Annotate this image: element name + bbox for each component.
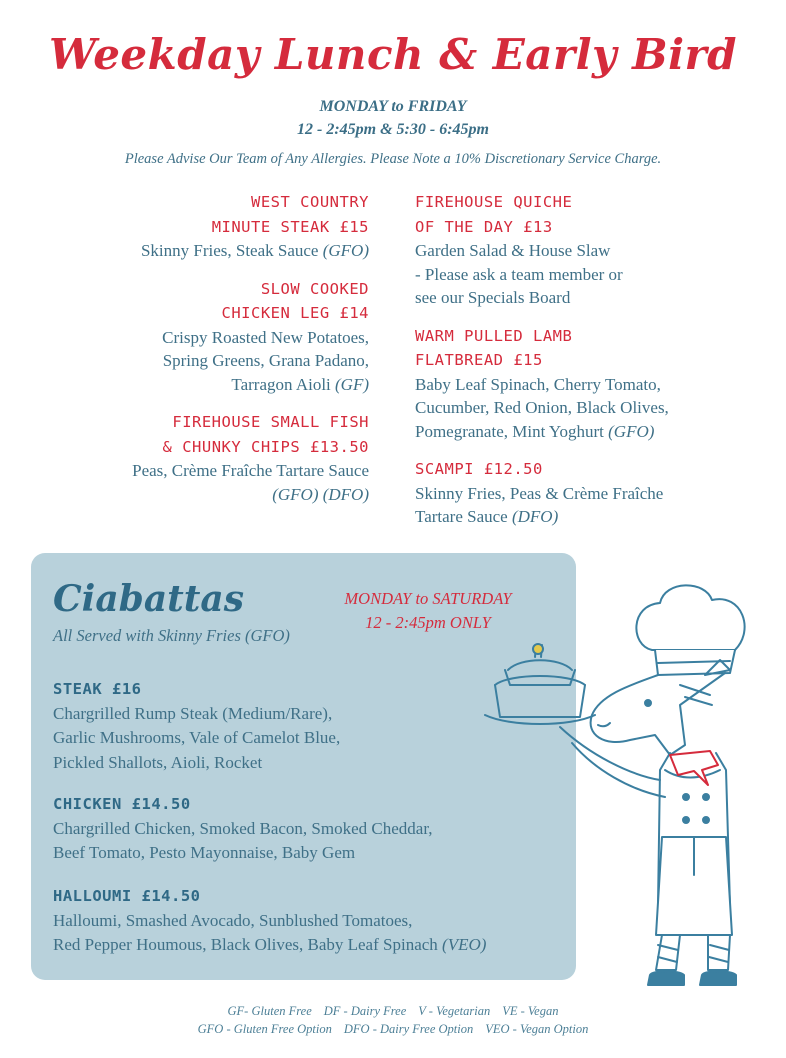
dish-description: Baby Leaf Spinach, Cherry Tomato,	[415, 374, 661, 394]
dish-description: Cucumber, Red Onion, Black Olives,	[415, 398, 669, 417]
dish-description: Chargrilled Rump Steak (Medium/Rare),	[53, 703, 333, 723]
dish-description: Red Pepper Houmous, Black Olives, Baby Leaf Spinach (VEO)	[53, 935, 487, 954]
diet-tag: (GFO) (DFO)	[272, 484, 369, 504]
dish-description: Chargrilled Chicken, Smoked Bacon, Smoked Cheddar,	[53, 818, 433, 838]
dish-description: Beef Tomato, Pesto Mayonnaise, Baby Gem	[53, 843, 356, 862]
right-menu-column	[415, 190, 735, 543]
ciabattas-days: MONDAY to SATURDAY	[344, 589, 512, 608]
dish-description: Pomegranate, Mint Yoghurt (GFO)	[415, 421, 655, 441]
dish-name: MINUTE STEAK £15	[211, 217, 369, 236]
ciabattas-served-with: All Served with Skinny Fries (GFO)	[53, 626, 290, 645]
dish-name: HALLOUMI £14.50	[53, 887, 201, 905]
dish-description: Garden Salad & House Slaw	[415, 241, 611, 260]
ciabatta-halloumi	[53, 884, 553, 958]
dish-description: Tarragon Aioli (GF)	[231, 374, 369, 394]
diet-tag: (GFO)	[322, 241, 369, 260]
dish-description: Pickled Shallots, Aioli, Rocket	[53, 752, 263, 772]
ciabattas-times: 12 - 2:45pm ONLY	[365, 613, 491, 632]
dish-name: WEST COUNTRY	[251, 193, 369, 211]
dish-name: & CHUNKY CHIPS £13.50	[162, 437, 369, 456]
dish-description: Spring Greens, Grana Padano,	[162, 351, 369, 370]
dish-description: Crispy Roasted New Potatoes,	[162, 327, 369, 347]
dish-description: see our Specials Board	[415, 288, 571, 307]
legend-line-1: GF- Gluten Free DF - Dairy Free V - Vegetarian VE - Vegan	[227, 1004, 559, 1018]
dish-name: OF THE DAY £13	[415, 217, 553, 236]
dish-quiche	[415, 190, 735, 310]
dish-name: WARM PULLED LAMB	[415, 326, 573, 345]
dish-name: FLATBREAD £15	[415, 351, 543, 369]
dish-description: Skinny Fries, Peas & Crème Fraîche	[415, 483, 664, 503]
weekday-days: MONDAY to FRIDAY	[319, 98, 467, 115]
dish-scampi	[415, 457, 735, 529]
diet-tag: (GF)	[335, 374, 369, 394]
dish-name: STEAK £16	[53, 680, 142, 698]
diet-tag: (VEO)	[442, 935, 487, 954]
dish-name: FIREHOUSE QUICHE	[415, 193, 573, 211]
weekday-times: 12 - 2:45pm & 5:30 - 6:45pm	[297, 121, 489, 138]
diet-tag: (DFO)	[511, 507, 559, 526]
menu-title: Weekday Lunch & Early Bird	[48, 30, 738, 79]
allergy-note: Please Advise Our Team of Any Allergies. Please Note a 10% Discretionary Service Charge.	[124, 151, 662, 167]
dish-description: Garlic Mushrooms, Vale of Camelot Blue,	[53, 728, 341, 747]
legend-line-2: GFO - Gluten Free Option DFO - Dairy Free Option VEO - Vegan Option	[197, 1022, 589, 1036]
dish-minute-steak	[80, 190, 369, 263]
chef-horse-icon	[480, 575, 770, 1000]
left-menu-column	[80, 190, 369, 520]
dish-description: - Please ask a team member or	[415, 264, 623, 284]
dish-description: Tartare Sauce (DFO)	[415, 507, 559, 526]
dish-chicken-leg	[80, 277, 369, 397]
dish-description: Peas, Crème Fraîche Tartare Sauce	[132, 461, 369, 480]
ciabatta-steak	[53, 677, 553, 775]
ciabatta-chicken	[53, 792, 553, 866]
ciabattas-title: Ciabattas	[53, 578, 245, 620]
dish-fish-chips	[80, 410, 369, 506]
dish-name: FIREHOUSE SMALL FISH	[172, 413, 369, 431]
diet-tag: (GFO)	[608, 421, 655, 441]
dish-description: Halloumi, Smashed Avocado, Sunblushed Tomatoes,	[53, 910, 413, 930]
dish-name: SCAMPI £12.50	[415, 460, 543, 478]
dish-name: CHICKEN £14.50	[53, 795, 191, 813]
dish-description: Skinny Fries, Steak Sauce (GFO)	[140, 241, 369, 260]
dish-name: CHICKEN LEG £14	[221, 304, 369, 322]
dish-name: SLOW COOKED	[260, 279, 369, 298]
dish-lamb-flatbread	[415, 324, 735, 444]
